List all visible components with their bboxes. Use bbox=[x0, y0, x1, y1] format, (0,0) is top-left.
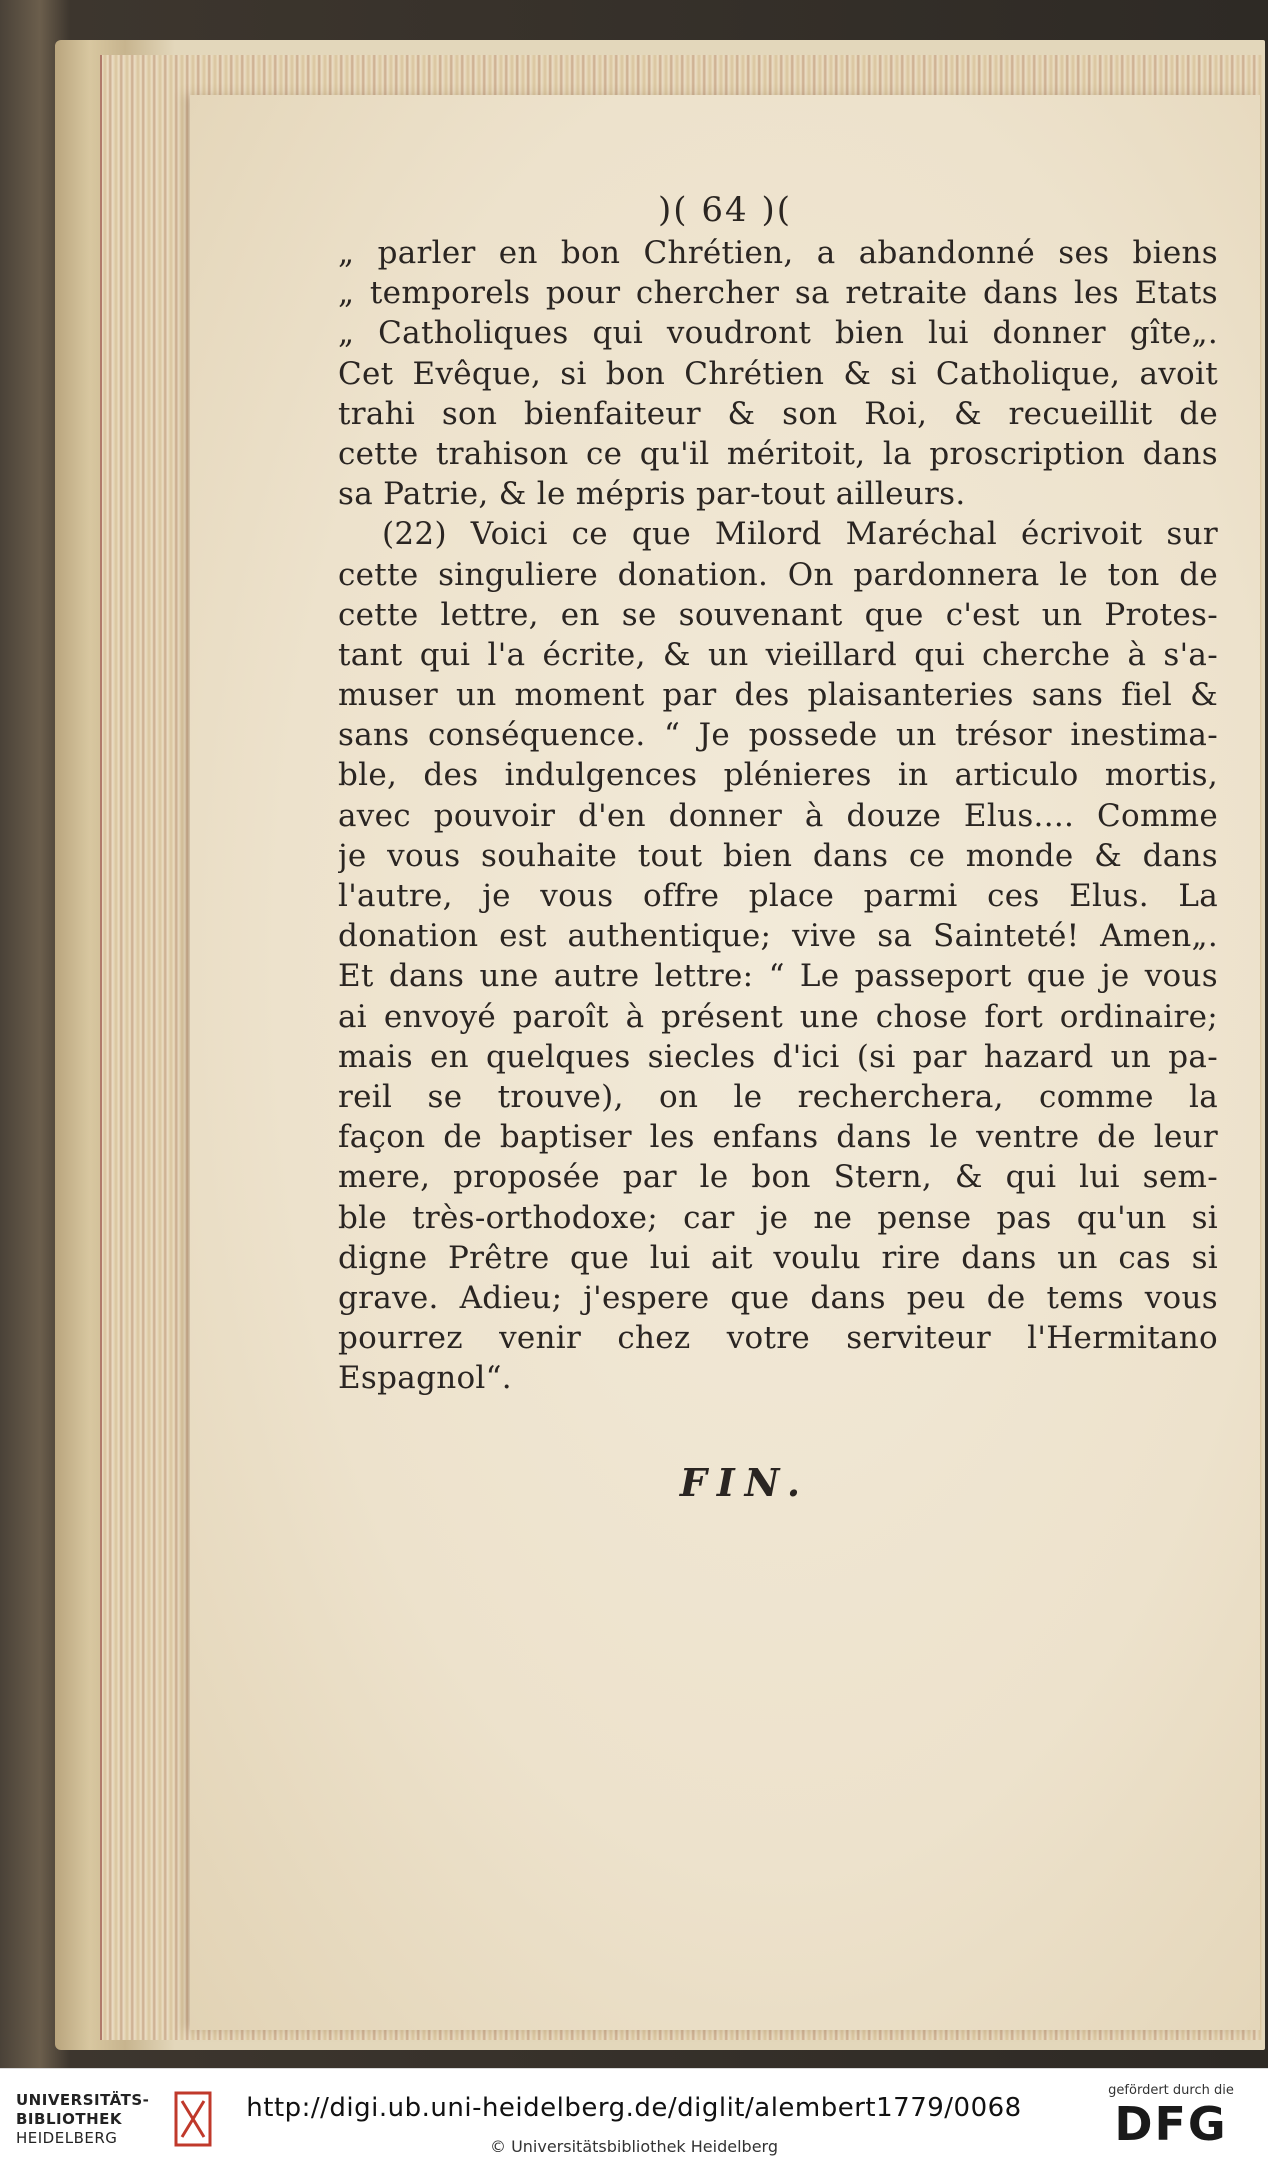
library-name-line-2: BIBLIOTHEK bbox=[16, 2110, 122, 2128]
text-line: „ Catholiques qui voudront bien lui donner gîte„. bbox=[338, 315, 1218, 352]
dfg-logo: DFG bbox=[1114, 2097, 1228, 2151]
library-name-line-1: UNIVERSITÄTS- bbox=[16, 2091, 150, 2109]
text-line: sa Patrie, & le mépris par-tout ailleurs. bbox=[338, 476, 966, 513]
text-line: grave. Adieu; j'espere que dans peu de tems vous bbox=[338, 1279, 1218, 1316]
text-line: avec pouvoir d'en donner à douze Elus.... Comme bbox=[338, 797, 1218, 834]
text-line: mais en quelques siecles d'ici (si par hazard un pa- bbox=[338, 1038, 1218, 1075]
text-line: muser un moment par des plaisanteries sans fiel & bbox=[338, 677, 1218, 714]
text-line: cette singuliere donation. On pardonnera le ton de bbox=[338, 556, 1218, 593]
library-city: HEIDELBERG bbox=[16, 2129, 118, 2147]
text-line: tant qui l'a écrite, & un vieillard qui cherche à s'a- bbox=[338, 636, 1218, 673]
text-line: „ temporels pour chercher sa retraite dans les Etats bbox=[338, 275, 1218, 312]
text-line: Cet Evêque, si bon Chrétien & si Catholique, avoit bbox=[338, 355, 1218, 392]
funder-caption: gefördert durch die bbox=[1108, 2083, 1234, 2098]
body-text bbox=[338, 233, 1218, 1398]
text-line: digne Prêtre que lui ait voulu rire dans un cas si bbox=[338, 1239, 1218, 1276]
copyright-text: © Universitätsbibliothek Heidelberg bbox=[489, 2137, 778, 2156]
viewer-footer bbox=[0, 2068, 1268, 2169]
text-line: cette lettre, en se souvenant que c'est un Protes- bbox=[338, 596, 1218, 633]
text-line: (22) Voici ce que Milord Maréchal écrivoit sur bbox=[382, 516, 1218, 553]
document-url-link[interactable]: http://digi.ub.uni-heidelberg.de/diglit/alembert1779/0068 bbox=[246, 2093, 1022, 2123]
text-line: ai envoyé paroît à présent une chose fort ordinaire; bbox=[338, 998, 1218, 1035]
text-line: trahi son bienfaiteur & son Roi, & recueillit de bbox=[338, 395, 1218, 432]
text-line: l'autre, je vous offre place parmi ces Elus. La bbox=[338, 878, 1218, 914]
page-number-header: )( 64 )( bbox=[658, 190, 792, 230]
text-line: façon de baptiser les enfans dans le ventre de leur bbox=[338, 1119, 1218, 1156]
text-line: reil se trouve), on le recherchera, comme la bbox=[338, 1078, 1218, 1115]
text-line: sans conséquence. “ Je possede un trésor inestima- bbox=[338, 717, 1218, 754]
book-page bbox=[190, 95, 1260, 2030]
text-line: Et dans une autre lettre: “ Le passeport que je vous bbox=[338, 958, 1218, 995]
fin-mark: FIN. bbox=[679, 1460, 811, 1505]
text-line: cette trahison ce qu'il méritoit, la proscription dans bbox=[338, 435, 1218, 472]
text-line: ble très-orthodoxe; car je ne pense pas qu'un si bbox=[338, 1199, 1218, 1236]
text-line: ble, des indulgences plénieres in articulo mortis, bbox=[338, 757, 1218, 794]
text-line: „ parler en bon Chrétien, a abandonné ses biens bbox=[338, 235, 1218, 271]
text-line: pourrez venir chez votre serviteur l'Hermitano bbox=[338, 1320, 1218, 1357]
text-line: donation est authentique; vive sa Sainteté! Amen„. bbox=[338, 918, 1218, 955]
funder-logo[interactable] bbox=[1096, 2083, 1246, 2150]
text-line: mere, proposée par le bon Stern, & qui lui sem- bbox=[338, 1159, 1218, 1196]
text-line: je vous souhaite tout bien dans ce monde & dans bbox=[338, 837, 1218, 874]
text-line: Espagnol“. bbox=[338, 1360, 512, 1397]
